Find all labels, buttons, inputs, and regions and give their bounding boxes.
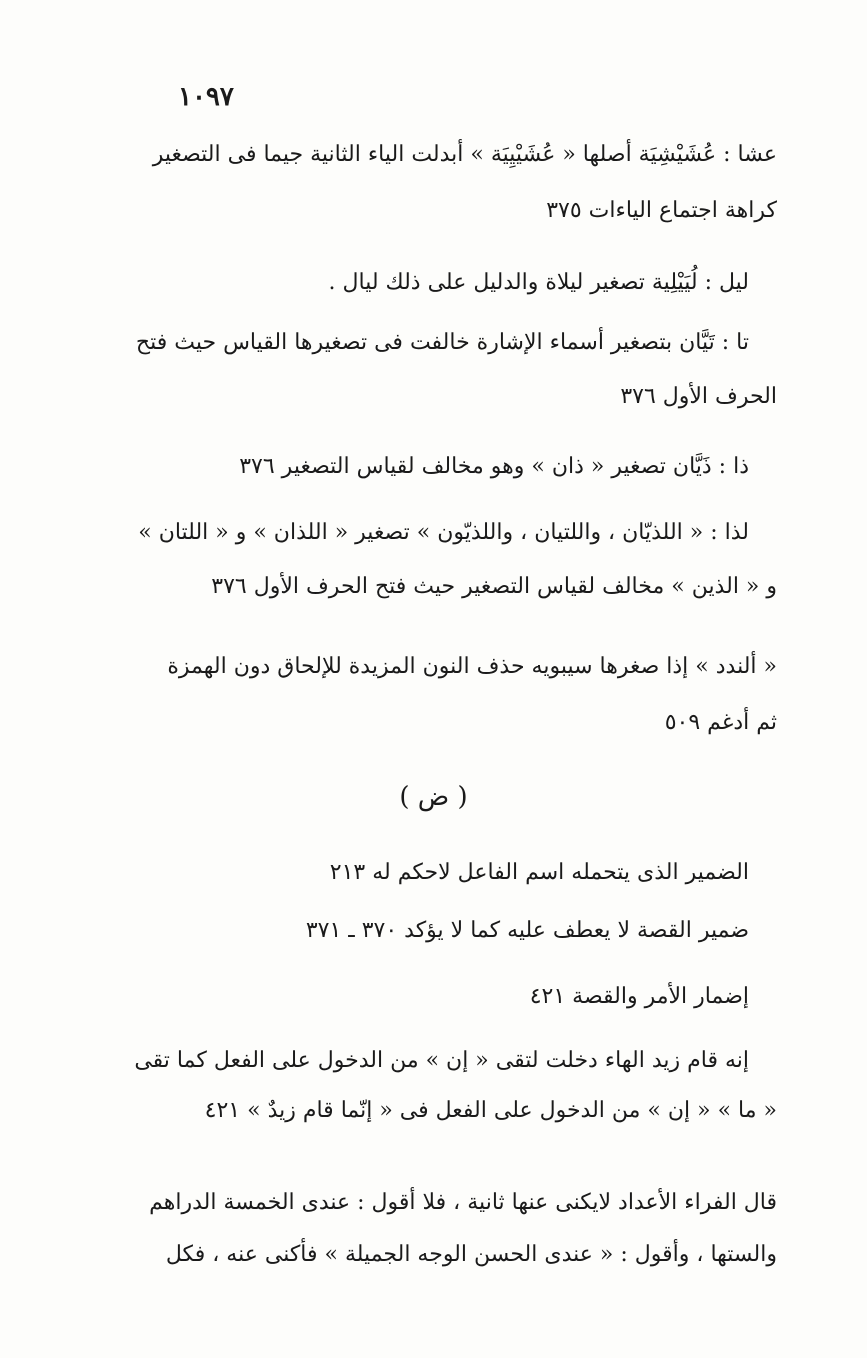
text-line-5: الحرف الأول ٣٧٦ [620, 384, 777, 409]
text-line-9: « ألندد » إذا صغرها سيبويه حذف النون المزيدة للإلحاق دون الهمزة [167, 654, 777, 679]
text-line-11: الضمير الذى يتحمله اسم الفاعل لاحكم له ٢١٣ [329, 860, 749, 885]
text-line-15: « ما » « إن » من الدخول على الفعل فى « إنّما قام زيدٌ » ٤٢١ [204, 1098, 777, 1123]
text-line-17: والستها ، وأقول : « عندى الحسن الوجه الجميلة » فأكنى عنه ، فكل [165, 1242, 777, 1267]
text-line-16: قال الفراء الأعداد لايكنى عنها ثانية ، فلا أقول : عندى الخمسة الدراهم [149, 1190, 777, 1215]
text-line-8: و « الذين » مخالف لقياس التصغير حيث فتح الحرف الأول ٣٧٦ [211, 574, 777, 599]
text-line-3: ليل : لُيَيْلِية تصغير ليلاة والدليل على ذلك ليال . [328, 270, 749, 295]
text-line-2: كراهة اجتماع الياءات ٣٧٥ [546, 198, 777, 223]
text-line-1: عشا : عُشَيْشِيَة أصلها « عُشَيْيِيَة » أبدلت الياء الثانية جيما فى التصغير [152, 142, 777, 167]
text-line-6: ذا : ذَيَّان تصغير « ذان » وهو مخالف لقياس التصغير ٣٧٦ [239, 454, 749, 479]
text-line-10: ثم أدغم ٥٠٩ [664, 710, 777, 735]
section-heading: ( ض ) [399, 782, 468, 812]
text-line-13: إضمار الأمر والقصة ٤٢١ [529, 984, 749, 1009]
text-line-14: إنه قام زيد الهاء دخلت لتقى « إن » من الدخول على الفعل كما تقى [134, 1048, 749, 1073]
text-line-12: ضمير القصة لا يعطف عليه كما لا يؤكد ٣٧٠ ـ ٣٧١ [305, 918, 749, 943]
text-line-7: لذا : « اللذيّان ، واللتيان ، واللذيّون » تصغير « اللذان » و « اللتان » [138, 520, 749, 545]
page-number: ١٠٩٧ [178, 82, 234, 112]
text-line-4: تا : تَيَّان بتصغير أسماء الإشارة خالفت فى تصغيرها القياس حيث فتح [135, 330, 749, 355]
